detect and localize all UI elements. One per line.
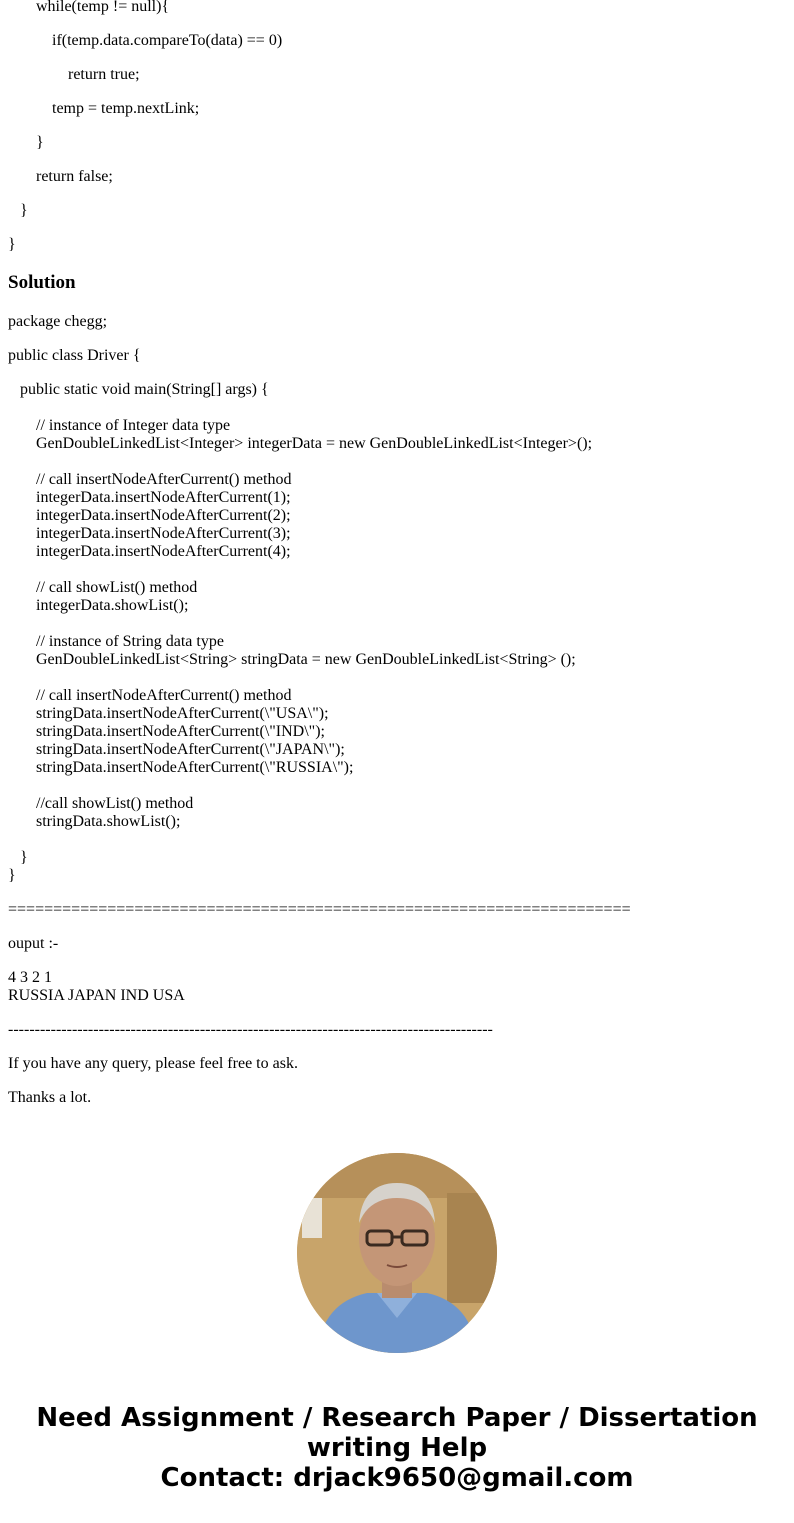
- code-line: package chegg;: [8, 313, 108, 330]
- code-line: stringData.insertNodeAfterCurrent(\"JAPAN\");: [36, 741, 345, 758]
- code-line: integerData.insertNodeAfterCurrent(4);: [36, 543, 291, 560]
- closing-thanks: Thanks a lot.: [8, 1089, 92, 1106]
- code-line: stringData.insertNodeAfterCurrent(\"IND\");: [36, 723, 325, 740]
- code-line: integerData.insertNodeAfterCurrent(2);: [36, 507, 291, 524]
- code-line: public static void main(String[] args) {: [20, 381, 269, 398]
- closing-query: If you have any query, please feel free to ask.: [8, 1055, 298, 1072]
- code-line: integerData.insertNodeAfterCurrent(3);: [36, 525, 291, 542]
- code-comment: //call showList() method: [36, 795, 194, 812]
- output-line: 4 3 2 1: [8, 969, 52, 986]
- code-line: }: [8, 867, 16, 884]
- code-line: return false;: [36, 168, 113, 185]
- code-line: integerData.insertNodeAfterCurrent(1);: [36, 489, 291, 506]
- author-photo: [297, 1153, 497, 1353]
- code-line: temp = temp.nextLink;: [52, 100, 200, 117]
- code-line: stringData.showList();: [36, 813, 181, 830]
- code-comment: // instance of Integer data type: [36, 417, 231, 434]
- output-line: RUSSIA JAPAN IND USA: [8, 987, 185, 1004]
- code-line: if(temp.data.compareTo(data) == 0): [52, 32, 283, 49]
- code-line: GenDoubleLinkedList<Integer> integerData = new GenDoubleLinkedList<Integer>();: [36, 435, 593, 452]
- output-label: ouput :-: [8, 935, 59, 952]
- code-line: while(temp != null){: [36, 0, 170, 15]
- code-line: GenDoubleLinkedList<String> stringData = new GenDoubleLinkedList<String> ();: [36, 651, 576, 668]
- code-line: integerData.showList();: [36, 597, 189, 614]
- promo-banner: [0, 1403, 794, 1493]
- promo-contact: Contact: drjack9650@gmail.com: [160, 1463, 634, 1493]
- promo-line: writing Help: [306, 1433, 488, 1463]
- separator-dashes: -------------------------------------------------------------------------------------------: [8, 1021, 493, 1038]
- code-line: stringData.insertNodeAfterCurrent(\"USA\");: [36, 705, 329, 722]
- code-comment: // instance of String data type: [36, 633, 224, 650]
- code-line: }: [8, 236, 16, 253]
- separator-equals: =====================================================================: [8, 901, 631, 918]
- promo-line: Need Assignment / Research Paper / Dissertation: [36, 1403, 758, 1433]
- code-comment: // call insertNodeAfterCurrent() method: [36, 471, 292, 488]
- code-comment: // call insertNodeAfterCurrent() method: [36, 687, 292, 704]
- solution-heading: Solution: [8, 272, 76, 293]
- code-line: public class Driver {: [8, 347, 141, 364]
- code-line: stringData.insertNodeAfterCurrent(\"RUSSIA\");: [36, 759, 354, 776]
- code-line: }: [20, 202, 28, 219]
- code-line: }: [36, 134, 44, 151]
- code-line: return true;: [68, 66, 140, 83]
- code-comment: // call showList() method: [36, 579, 198, 596]
- author-avatar: [297, 1153, 497, 1353]
- code-line: }: [20, 849, 28, 866]
